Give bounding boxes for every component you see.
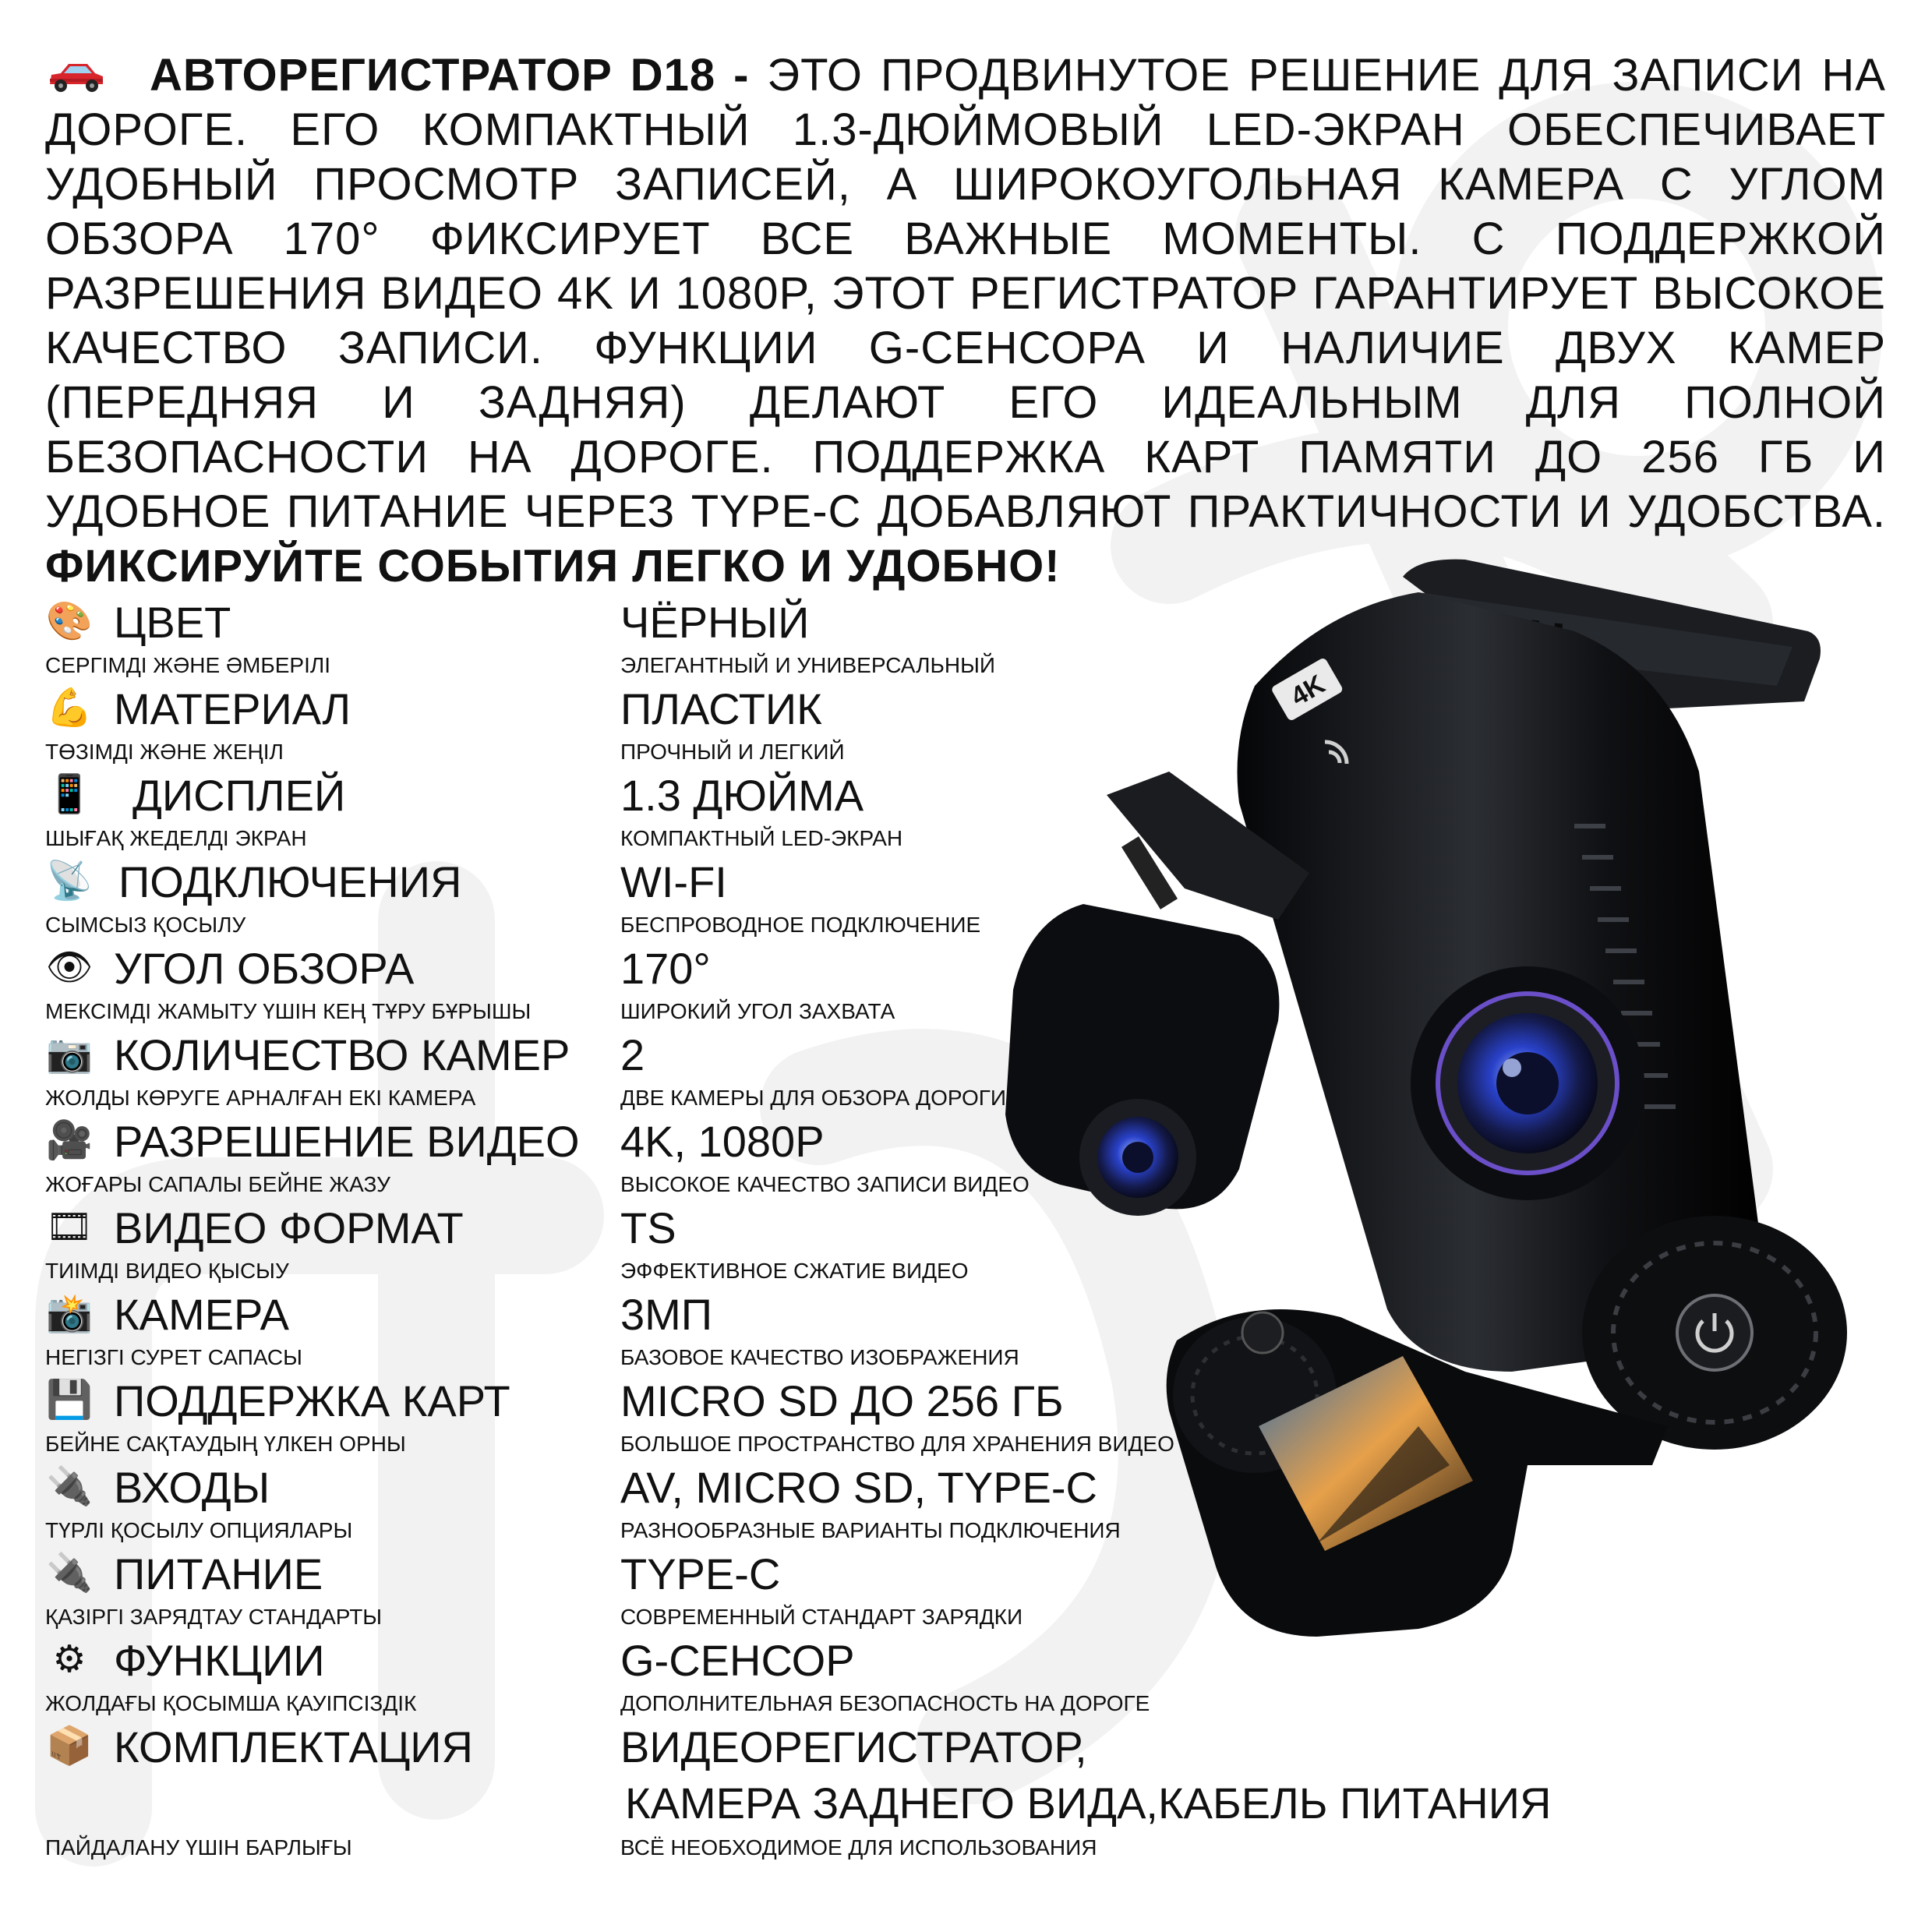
spec-value: AV, MICRO SD, TYPE-C [620, 1463, 1097, 1512]
intro-lead: АВТОРЕГИСТРАТОР D18 - [150, 50, 750, 101]
package-icon: 📦 [46, 1725, 93, 1767]
spec-value-subtitle: РАЗНООБРАЗНЫЕ ВАРИАНТЫ ПОДКЛЮЧЕНИЯ [620, 1518, 1121, 1542]
spec-subtitle: ЖОҒАРЫ САПАЛЫ БЕЙНЕ ЖАЗУ [45, 1172, 390, 1196]
spec-title: ЦВЕТ [114, 598, 231, 647]
spec-value: 1.3 ДЮЙМА [620, 771, 864, 820]
spec-title: КАМЕРА [114, 1290, 289, 1339]
intro-text: ЭТО ПРОДВИНУТОЕ РЕШЕНИЕ ДЛЯ ЗАПИСИ НА ДОРОГЕ. ЕГО КОМПАКТНЫЙ 1.3-ДЮЙМОВЫЙ LED-ЭКРАН ОБЕСПЕЧИВАЕТ УДОБНЫЙ ПРОСМОТР ЗАПИСЕЙ, А ШИРОКОУГОЛЬНАЯ КАМЕРА С УГЛОМ ОБЗОРА 170° ФИКСИРУЕТ ВСЕ ВАЖНЫЕ МОМЕНТЫ. С ПОДДЕРЖКОЙ РАЗРЕШЕНИЯ ВИДЕО 4K И 1080P, ЭТОТ РЕГИСТРАТОР ГАРАНТИРУЕТ ВЫСОКОЕ КАЧЕСТВО ЗАПИСИ. ФУНКЦИИ G-СЕНСОРА И НАЛИЧИЕ ДВУХ КАМЕР (ПЕРЕДНЯЯ И ЗАДНЯЯ) ДЕЛАЮТ ЕГО ИДЕАЛЬНЫМ ДЛЯ ПОЛНОЙ БЕЗОПАСНОСТИ НА ДОРОГЕ. ПОДДЕРЖКА КАРТ ПАМЯТИ ДО 256 ГБ И УДОБНОЕ ПИТАНИЕ ЧЕРЕЗ TYPE-C ДОБАВЛЯЮТ ПРАКТИЧНОСТИ И УДОБСТВА. [45, 50, 1886, 537]
spec-value: 170° [620, 944, 711, 993]
spec-value-subtitle: БЕСПРОВОДНОЕ ПОДКЛЮЧЕНИЕ [620, 913, 981, 937]
spec-subtitle: БЕЙНЕ САҚТАУДЫҢ ҮЛКЕН ОРНЫ [45, 1432, 406, 1456]
spec-value: ЧЁРНЫЙ [620, 598, 810, 647]
spec-value-subtitle: ДВЕ КАМЕРЫ ДЛЯ ОБЗОРА ДОРОГИ [620, 1086, 1007, 1110]
spec-subtitle: ЖОЛДАҒЫ ҚОСЫМША ҚАУІПСІЗДІК [45, 1691, 417, 1715]
spec-value-subtitle: БОЛЬШОЕ ПРОСТРАНСТВО ДЛЯ ХРАНЕНИЯ ВИДЕО [620, 1432, 1174, 1456]
spec-subtitle: ПАЙДАЛАНУ ҮШІН БАРЛЫҒЫ [45, 1835, 352, 1860]
spec-row-color [0, 600, 1216, 687]
spec-value-subtitle: ВЫСОКОЕ КАЧЕСТВО ЗАПИСИ ВИДЕО [620, 1172, 1030, 1196]
spec-value-subtitle: ЭЛЕГАНТНЫЙ И УНИВЕРСАЛЬНЫЙ [620, 653, 995, 677]
spec-row-resolution [0, 1119, 1216, 1206]
spec-value-subtitle: ЭФФЕКТИВНОЕ СЖАТИЕ ВИДЕО [620, 1259, 969, 1283]
spec-title: ФУНКЦИИ [114, 1636, 325, 1685]
spec-row-video-format [0, 1203, 1216, 1292]
spec-subtitle: ШЫҒАҚ ЖЕДЕЛДІ ЭКРАН [45, 826, 307, 850]
spec-value-subtitle: ШИРОКИЙ УГОЛ ЗАХВАТА [620, 999, 895, 1023]
spec-row-functions [0, 1638, 1216, 1725]
electric-plug-icon: 🔌 [46, 1552, 93, 1594]
spec-value: G-СЕНСОР [620, 1636, 855, 1685]
spec-value-subtitle: БАЗОВОЕ КАЧЕСТВО ИЗОБРАЖЕНИЯ [620, 1345, 1019, 1369]
spec-subtitle: НЕГІЗГІ СУРЕТ САПАСЫ [45, 1345, 302, 1369]
spec-value-subtitle: ПРОЧНЫЙ И ЛЕГКИЙ [620, 740, 845, 764]
spec-title: МАТЕРИАЛ [114, 684, 351, 733]
satellite-antenna-icon: 📡 [46, 860, 93, 902]
palette-icon: 🎨 [46, 601, 93, 642]
spec-row-card-support [0, 1376, 1216, 1465]
spec-value: ПЛАСТИК [620, 684, 822, 733]
spec-subtitle: ЖОЛДЫ КӨРУГЕ АРНАЛҒАН ЕКІ КАМЕРА [45, 1086, 476, 1110]
spec-title: ВХОДЫ [114, 1463, 270, 1512]
spec-title: ПИТАНИЕ [114, 1549, 323, 1598]
camera-icon: 📷 [46, 1033, 93, 1075]
spec-row-power [0, 1549, 1216, 1638]
spec-title: ДИСПЛЕЙ [132, 771, 346, 820]
electric-plug-icon: 🔌 [46, 1466, 93, 1507]
spec-subtitle: СЫМСЫЗ ҚОСЫЛУ [45, 913, 246, 937]
spec-row-inputs [0, 1465, 1216, 1552]
mobile-phone-icon: 📱 [46, 774, 93, 815]
spec-value-subtitle: КОМПАКТНЫЙ LED-ЭКРАН [620, 826, 903, 850]
spec-value: 3МП [620, 1290, 713, 1339]
spec-value: TYPE-C [620, 1549, 781, 1598]
spec-row-material [0, 684, 1216, 773]
gear-icon: ⚙ [52, 1639, 87, 1680]
spec-value: 4K, 1080P [620, 1117, 825, 1166]
spec-subtitle: ТҮРЛІ ҚОСЫЛУ ОПЦИЯЛАРЫ [45, 1518, 353, 1542]
movie-camera-icon: 🎥 [46, 1120, 93, 1161]
red-car-icon [45, 58, 106, 94]
spec-row-display [0, 773, 1216, 860]
spec-row-camera [0, 1292, 1216, 1379]
eye-icon: 👁 [45, 947, 94, 988]
spec-title: ВИДЕО ФОРМАТ [114, 1203, 464, 1252]
intro-closing: ФИКСИРУЙТЕ СОБЫТИЯ ЛЕГКО И УДОБНО! [45, 541, 1061, 592]
spec-title: КОМПЛЕКТАЦИЯ [114, 1722, 473, 1771]
spec-value: 2 [620, 1030, 645, 1079]
spec-row-connections [0, 857, 1216, 946]
spec-value: ВИДЕОРЕГИСТРАТОР, [620, 1722, 1087, 1771]
spec-value: WI-FI [620, 857, 727, 906]
spec-value-subtitle: ВСЁ НЕОБХОДИМОЕ ДЛЯ ИСПОЛЬЗОВАНИЯ [620, 1835, 1097, 1860]
intro-paragraph [45, 48, 1886, 594]
camera-flash-icon: 📸 [46, 1293, 93, 1334]
spec-value: MICRO SD ДО 256 ГБ [620, 1376, 1064, 1425]
spec-subtitle: ТИІМДІ ВИДЕО ҚЫСЫУ [45, 1259, 289, 1283]
spec-title: ПОДДЕРЖКА КАРТ [114, 1376, 510, 1425]
spec-value-subtitle: ДОПОЛНИТЕЛЬНАЯ БЕЗОПАСНОСТЬ НА ДОРОГЕ [620, 1691, 1150, 1715]
spec-value-subtitle: СОВРЕМЕННЫЙ СТАНДАРТ ЗАРЯДКИ [620, 1605, 1023, 1629]
spec-value-line2: КАМЕРА ЗАДНЕГО ВИДА,КАБЕЛЬ ПИТАНИЯ [625, 1778, 1552, 1828]
svg-text:4K: 4K [1285, 669, 1330, 712]
film-frames-icon: 🎞 [45, 1206, 94, 1248]
spec-row-view-angle [0, 946, 1216, 1033]
spec-row-camera-count [0, 1030, 1216, 1119]
flexed-biceps-icon: 💪 [46, 687, 93, 729]
spec-subtitle: СЕРГІМДІ ЖӘНЕ ӘМБЕРІЛІ [45, 653, 331, 677]
spec-subtitle: ТӨЗІМДІ ЖӘНЕ ЖЕҢІЛ [45, 740, 284, 764]
spec-row-package [0, 1722, 1552, 1881]
spec-value: TS [620, 1203, 676, 1252]
spec-title: РАЗРЕШЕНИЕ ВИДЕО [114, 1117, 580, 1166]
spec-title: КОЛИЧЕСТВО КАМЕР [114, 1030, 570, 1079]
spec-title: УГОЛ ОБЗОРА [114, 944, 415, 993]
spec-subtitle: МЕКСІМДІ ЖАМЫТУ ҮШІН КЕҢ ТҰРУ БҰРЫШЫ [45, 999, 532, 1023]
spec-subtitle: ҚАЗІРГІ ЗАРЯДТАУ СТАНДАРТЫ [45, 1605, 383, 1629]
floppy-disk-icon: 💾 [46, 1379, 93, 1421]
spec-title: ПОДКЛЮЧЕНИЯ [118, 857, 462, 906]
